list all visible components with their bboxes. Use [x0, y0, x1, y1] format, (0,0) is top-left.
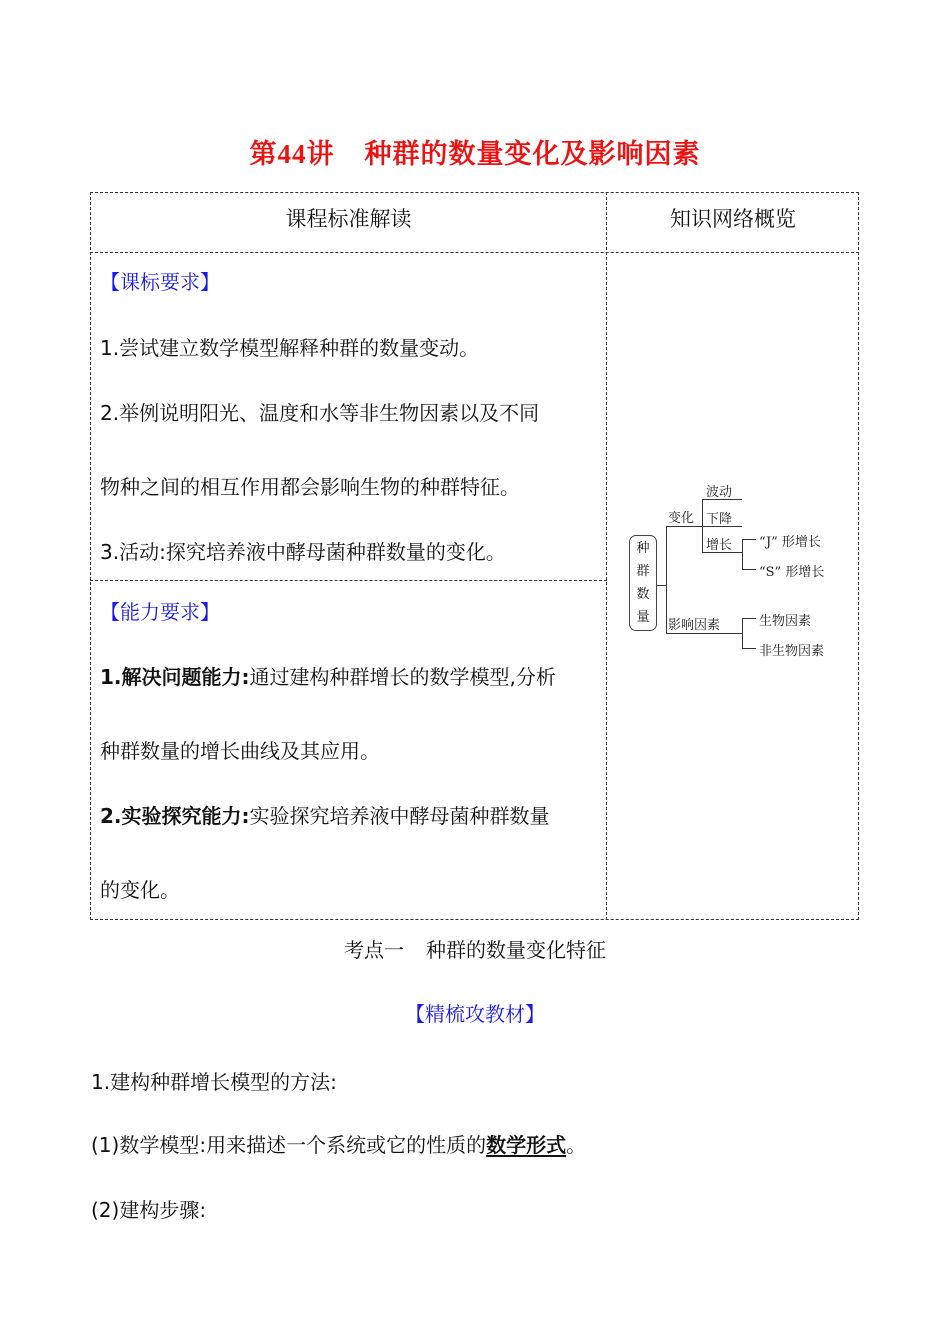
table-border-right [858, 192, 859, 920]
curriculum-item: 1.尝试建立数学模型解释种群的数量变动。 [100, 336, 480, 360]
curriculum-item: 2.举例说明阳光、温度和水等非生物因素以及不同 [100, 401, 540, 425]
branch-factors: 影响因素 [668, 618, 721, 633]
ability-text: 种群数量的增长曲线及其应用。 [100, 739, 380, 763]
ability-heading: 【能力要求】 [100, 600, 220, 624]
table-border-left [90, 192, 91, 920]
table-header-divider [90, 252, 859, 253]
factor-biotic: 生物因素 [759, 614, 812, 629]
factor-abiotic: 非生物因素 [759, 644, 825, 659]
change-fluctuation: 波动 [706, 485, 733, 500]
lecture-number: 44 [277, 139, 307, 169]
curriculum-heading: 【课标要求】 [100, 270, 220, 294]
ability-label: 1.解决问题能力: [100, 665, 250, 689]
body-line: 1.建构种群增长模型的方法: [91, 1070, 337, 1094]
ability-item [100, 735, 605, 764]
ability-text: 实验探究培养液中酵母菌种群数量 [249, 804, 550, 828]
growth-j-shape: “J” 形增长 [759, 535, 821, 550]
mind-map-root: 种 群 数 量 [629, 535, 657, 631]
section-topic: 种群的数量变化特征 [426, 938, 606, 962]
ability-item [100, 874, 605, 903]
curriculum-item: 3.活动:探究培养液中酵母菌种群数量的变化。 [100, 540, 506, 564]
table-border-bottom [90, 919, 859, 920]
branch-change: 变化 [668, 511, 695, 526]
body-line: (2)建构步骤: [91, 1198, 207, 1222]
ability-text: 的变化。 [100, 878, 180, 902]
section-title [0, 934, 950, 963]
growth-s-shape: “S” 形增长 [759, 565, 825, 580]
section-label: 考点一 [344, 938, 404, 962]
ability-label: 2.实验探究能力: [100, 804, 250, 828]
header-curriculum: 课程标准解读 [285, 207, 412, 231]
knowledge-mind-map [620, 470, 855, 660]
ability-item [100, 800, 605, 829]
table-column-divider [606, 192, 607, 920]
curriculum-item: 物种之间的相互作用都会影响生物的种群特征。 [100, 475, 520, 499]
body-line: (1)数学模型:用来描述一个系统或它的性质的数学形式。 [91, 1133, 587, 1157]
header-knowledge-map: 知识网络概览 [670, 207, 796, 231]
page-title [0, 132, 950, 171]
ability-text: 通过建构种群增长的数学模型,分析 [249, 665, 556, 689]
title-prefix: 第 [249, 139, 278, 170]
change-decline: 下降 [706, 512, 733, 527]
table-row-divider [90, 580, 607, 581]
change-growth: 增长 [706, 538, 733, 553]
section-subheading: 【精梳攻教材】 [405, 1002, 545, 1026]
title-suffix: 讲 [306, 139, 335, 170]
emphasis-math-form: 数学形式 [486, 1133, 567, 1157]
title-topic: 种群的数量变化及影响因素 [364, 139, 701, 170]
ability-item [100, 661, 605, 690]
